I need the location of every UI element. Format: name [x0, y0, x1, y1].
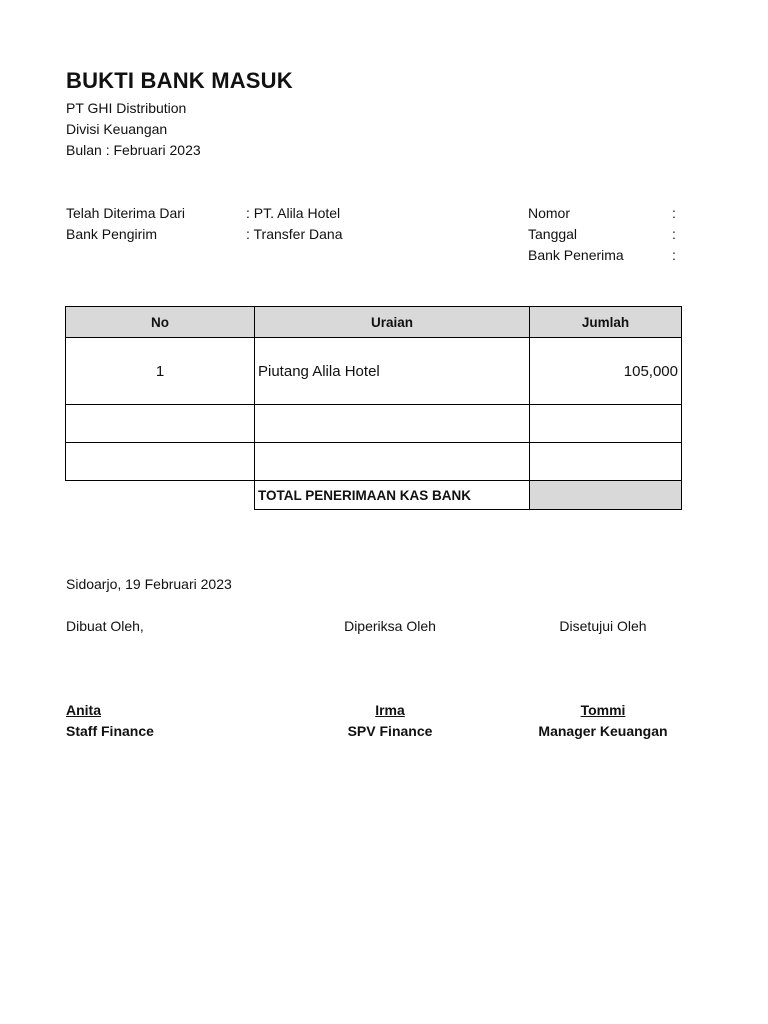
empty-cell — [530, 405, 682, 443]
signer-name-maker: Anita — [66, 702, 101, 718]
transaction-table — [65, 306, 682, 510]
signer-role-checker: SPV Finance — [347, 723, 433, 739]
sender-bank-value: : Transfer Dana — [246, 226, 343, 242]
document-title: BUKTI BANK MASUK — [66, 68, 293, 93]
approved-by-caption: Disetujui Oleh — [559, 618, 647, 634]
date-separator: : — [672, 226, 676, 242]
receiving-bank-label: Bank Penerima — [528, 247, 624, 263]
empty-cell — [255, 443, 530, 481]
received-from-value: : PT. Alila Hotel — [246, 205, 341, 221]
signer-role-maker: Staff Finance — [66, 723, 154, 739]
number-label: Nomor — [528, 205, 571, 221]
total-spacer — [66, 481, 255, 510]
row-no: 1 — [66, 338, 255, 405]
header-no: No — [66, 307, 255, 338]
number-separator: : — [672, 205, 676, 221]
total-value — [530, 481, 682, 510]
table-row-empty — [66, 443, 682, 481]
division-name: Divisi Keuangan — [66, 121, 168, 137]
empty-cell — [66, 405, 255, 443]
receiving-bank-separator: : — [672, 247, 676, 263]
total-label: TOTAL PENERIMAAN KAS BANK — [255, 481, 530, 510]
sender-bank-label: Bank Pengirim — [66, 226, 158, 242]
empty-cell — [530, 443, 682, 481]
checked-by-caption: Diperiksa Oleh — [344, 618, 436, 634]
period-label: Bulan : Februari 2023 — [66, 142, 201, 158]
table-row — [66, 338, 682, 405]
empty-cell — [255, 405, 530, 443]
made-by-caption: Dibuat Oleh, — [66, 618, 144, 634]
date-label: Tanggal — [528, 226, 578, 242]
table-row-empty — [66, 405, 682, 443]
header-amount: Jumlah — [530, 307, 682, 338]
table-header-row — [66, 307, 682, 338]
company-name: PT GHI Distribution — [66, 100, 187, 116]
total-row — [66, 481, 682, 510]
signer-name-checker: Irma — [375, 702, 405, 718]
row-amount: 105,000 — [530, 338, 682, 405]
signer-name-approver: Tommi — [580, 702, 626, 718]
signer-role-approver: Manager Keuangan — [538, 723, 668, 739]
header-description: Uraian — [255, 307, 530, 338]
empty-cell — [66, 443, 255, 481]
received-from-label: Telah Diterima Dari — [66, 205, 186, 221]
place-date: Sidoarjo, 19 Februari 2023 — [66, 576, 232, 592]
row-description: Piutang Alila Hotel — [255, 338, 530, 405]
